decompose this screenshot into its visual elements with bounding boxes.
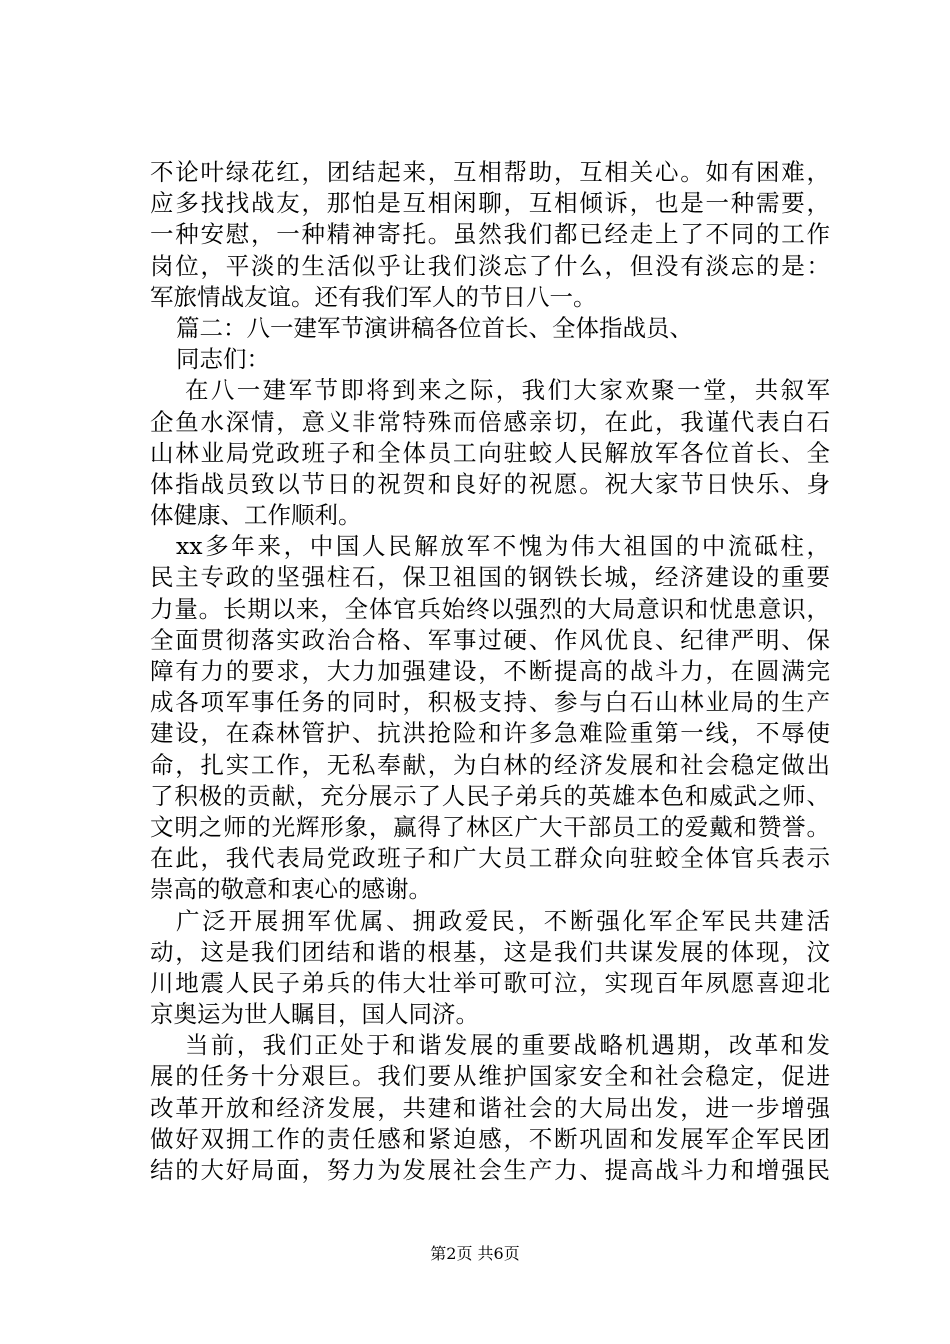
- text-line: 力量。长期以来，全体官兵始终以强烈的大局意识和忧患意识，: [150, 594, 830, 623]
- text-line: 做好双拥工作的责任感和紧迫感，不断巩固和发展军企军民团: [150, 1124, 830, 1153]
- text-line: 了积极的贡献，充分展示了人民子弟兵的英雄本色和威武之师、: [150, 781, 830, 810]
- text-line: 京奥运为世人瞩目，国人同济。: [150, 1000, 479, 1029]
- text-line: 建设，在森林管护、抗洪抢险和许多急难险重第一线，不辱使: [150, 719, 830, 748]
- text-line: 篇二：八一建军节演讲稿各位首长、全体指战员、: [176, 313, 693, 342]
- text-line: 障有力的要求，大力加强建设，不断提高的战斗力，在圆满完: [150, 657, 830, 685]
- text-line: 文明之师的光辉形象，赢得了林区广大干部员工的爱戴和赞誉。: [150, 812, 830, 841]
- text-line: 在此，我代表局党政班子和广大员工群众向驻蛟全体官兵表示: [150, 844, 830, 873]
- text-line: 体指战员致以节日的祝贺和良好的祝愿。祝大家节日快乐、身: [150, 469, 830, 498]
- text-line: 体健康、工作顺利。: [150, 501, 362, 530]
- text-line: 一种安慰，一种精神寄托。虽然我们都已经走上了不同的工作: [150, 220, 830, 249]
- text-line: 在八一建军节即将到来之际，我们大家欢聚一堂，共叙军: [185, 376, 830, 405]
- text-line: 军旅情战友谊。还有我们军人的节日八一。: [150, 282, 597, 311]
- text-line: 岗位，平淡的生活似乎让我们淡忘了什么，但没有淡忘的是：: [150, 251, 830, 280]
- text-line: 民主专政的坚强柱石，保卫祖国的钢铁长城，经济建设的重要: [150, 563, 830, 592]
- text-line: 展的任务十分艰巨。我们要从维护国家安全和社会稳定，促进: [150, 1062, 830, 1091]
- text-line: 当前，我们正处于和谐发展的重要战略机遇期，改革和发: [185, 1031, 830, 1060]
- text-line: 结的大好局面，努力为发展社会生产力、提高战斗力和增强民: [150, 1156, 830, 1184]
- text-line: 广泛开展拥军优属、拥政爱民，不断强化军企军民共建活: [176, 906, 830, 935]
- text-line: 山林业局党政班子和全体员工向驻蛟人民解放军各位首长、全: [150, 438, 830, 467]
- text-line: 不论叶绿花红，团结起来，互相帮助，互相关心。如有困难，: [150, 158, 830, 186]
- page-number-label: 第2页 共6页: [430, 1244, 520, 1263]
- text-line: 改革开放和经济发展，共建和谐社会的大局出发，进一步增强: [150, 1093, 830, 1122]
- text-line: 应多找找战友，那怕是互相闲聊，互相倾诉，也是一种需要，: [150, 189, 830, 218]
- text-line: 同志们：: [176, 345, 270, 374]
- page-footer: [0, 1244, 950, 1264]
- text-line: xx多年来，中国人民解放军不愧为伟大祖国的中流砥柱，: [176, 532, 830, 561]
- document-body: [150, 157, 830, 1186]
- text-line: 全面贯彻落实政治合格、军事过硬、作风优良、纪律严明、保: [150, 625, 830, 654]
- text-line: 成各项军事任务的同时，积极支持、参与白石山林业局的生产: [150, 688, 830, 717]
- text-line: 崇高的敬意和衷心的感谢。: [150, 875, 432, 904]
- text-line: 企鱼水深情，意义非常特殊而倍感亲切，在此，我谨代表白石: [150, 407, 830, 436]
- text-line: 川地震人民子弟兵的伟大壮举可歌可泣，实现百年夙愿喜迎北: [150, 968, 830, 997]
- text-line: 命，扎实工作，无私奉献，为白林的经济发展和社会稳定做出: [150, 750, 830, 779]
- text-line: 动，这是我们团结和谐的根基，这是我们共谋发展的体现，汶: [150, 937, 830, 966]
